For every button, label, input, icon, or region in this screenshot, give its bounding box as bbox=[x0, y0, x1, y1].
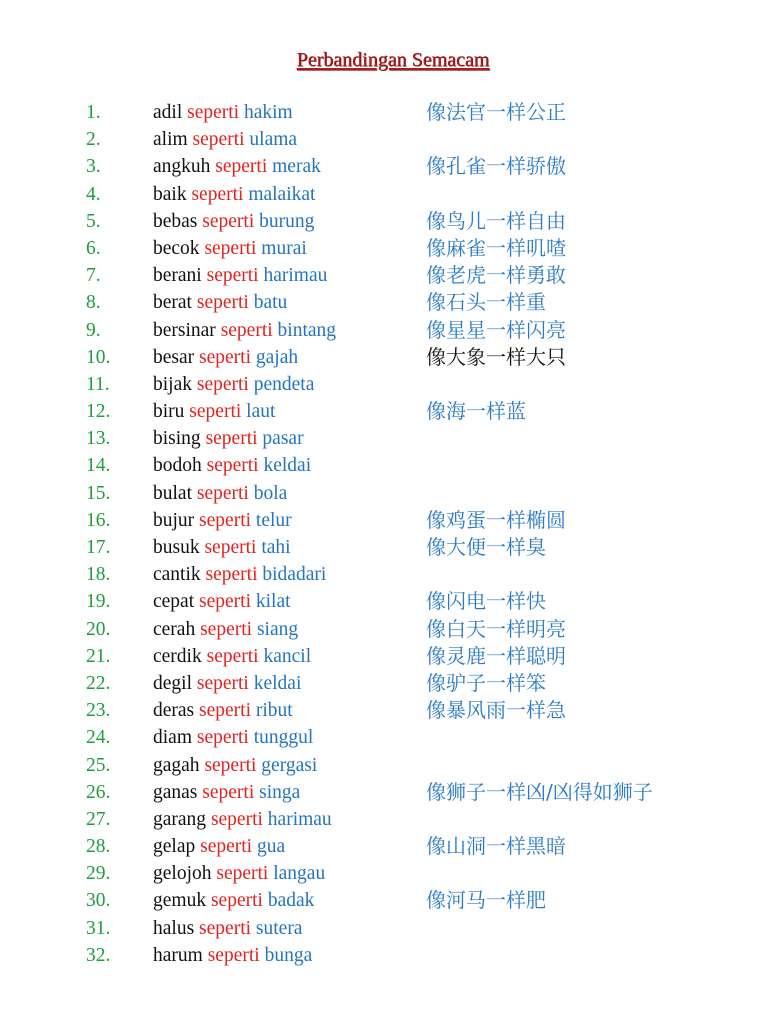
item-number: 4. bbox=[86, 183, 101, 205]
list-item bbox=[0, 371, 768, 398]
malay-phrase bbox=[153, 942, 312, 969]
noun-word: tahi bbox=[261, 537, 291, 558]
seperti-word: seperti bbox=[199, 700, 252, 722]
adjective-word: cerah bbox=[153, 618, 196, 640]
list-item bbox=[0, 887, 768, 914]
chinese-translation: 像麻雀一样叽喳 bbox=[426, 235, 566, 260]
list-item bbox=[0, 779, 768, 806]
adjective-word: degil bbox=[153, 672, 192, 694]
malay-phrase bbox=[153, 480, 287, 507]
noun-word: ribut bbox=[255, 700, 293, 722]
seperti-word: seperti bbox=[216, 863, 269, 885]
malay-phrase bbox=[153, 561, 326, 588]
adjective-word: cerdik bbox=[153, 645, 202, 667]
list-item bbox=[0, 317, 768, 344]
seperti-word: seperti bbox=[199, 917, 252, 939]
adjective-word: bising bbox=[153, 428, 201, 450]
noun-word: gergasi bbox=[261, 754, 318, 776]
item-number: 10. bbox=[86, 346, 111, 368]
noun-word: tunggul bbox=[253, 727, 314, 749]
noun-word: gua bbox=[256, 836, 286, 858]
item-number: 25. bbox=[86, 754, 111, 776]
noun-word: gajah bbox=[255, 346, 299, 368]
malay-phrase bbox=[153, 833, 285, 860]
chinese-translation: 像星星一样闪亮 bbox=[426, 317, 566, 342]
item-number: 17. bbox=[86, 537, 111, 558]
malay-phrase bbox=[153, 371, 314, 398]
seperti-word: seperti bbox=[205, 564, 258, 586]
item-number: 30. bbox=[86, 890, 111, 912]
seperti-word: seperti bbox=[202, 781, 255, 803]
chinese-translation: 像暴风雨一样急 bbox=[426, 698, 566, 723]
chinese-translation: 像闪电一样快 bbox=[426, 589, 546, 614]
item-number: 26. bbox=[86, 781, 111, 803]
malay-phrase bbox=[153, 126, 297, 153]
malay-phrase bbox=[153, 235, 307, 262]
adjective-word: halus bbox=[153, 917, 195, 939]
item-number: 21. bbox=[86, 645, 111, 667]
list-item bbox=[0, 942, 768, 969]
adjective-word: becok bbox=[153, 237, 200, 259]
malay-phrase bbox=[153, 724, 313, 751]
seperti-word: seperti bbox=[202, 210, 255, 232]
simile-list bbox=[0, 99, 768, 969]
list-item bbox=[0, 507, 768, 534]
noun-word: langau bbox=[273, 863, 326, 885]
list-item bbox=[0, 806, 768, 833]
chinese-translation: 像大便一样臭 bbox=[426, 535, 546, 559]
seperti-word: seperti bbox=[205, 428, 258, 450]
list-item bbox=[0, 670, 768, 697]
malay-phrase bbox=[153, 670, 301, 697]
list-item bbox=[0, 534, 768, 561]
list-item bbox=[0, 616, 768, 643]
list-item bbox=[0, 752, 768, 779]
noun-word: kilat bbox=[255, 591, 291, 613]
noun-word: murai bbox=[261, 237, 307, 259]
adjective-word: deras bbox=[153, 700, 195, 722]
malay-phrase bbox=[153, 588, 291, 615]
chinese-translation: 像老虎一样勇敢 bbox=[426, 263, 566, 288]
noun-word: keldai bbox=[253, 672, 302, 694]
seperti-word: seperti bbox=[215, 156, 268, 178]
malay-phrase bbox=[153, 643, 311, 670]
malay-phrase bbox=[153, 262, 327, 289]
seperti-word: seperti bbox=[196, 482, 249, 504]
malay-phrase bbox=[153, 181, 315, 208]
chinese-translation: 像海一样蓝 bbox=[426, 399, 526, 424]
adjective-word: gemuk bbox=[153, 890, 207, 912]
noun-word: kancil bbox=[263, 645, 312, 667]
adjective-word: busuk bbox=[153, 537, 200, 558]
adjective-word: adil bbox=[153, 102, 183, 123]
seperti-word: seperti bbox=[189, 401, 242, 423]
list-item bbox=[0, 344, 768, 371]
list-item bbox=[0, 425, 768, 452]
list-item bbox=[0, 643, 768, 670]
adjective-word: angkuh bbox=[153, 156, 211, 178]
item-number: 5. bbox=[86, 210, 101, 232]
malay-phrase bbox=[153, 289, 287, 316]
item-number: 23. bbox=[86, 700, 111, 722]
noun-word: badak bbox=[267, 890, 315, 912]
malay-phrase bbox=[153, 452, 311, 479]
item-number: 20. bbox=[86, 618, 111, 640]
noun-word: laut bbox=[246, 401, 276, 423]
list-item bbox=[0, 398, 768, 425]
adjective-word: harum bbox=[153, 944, 203, 966]
adjective-word: berani bbox=[153, 265, 202, 287]
noun-word: malaikat bbox=[248, 183, 316, 205]
seperti-word: seperti bbox=[206, 455, 259, 477]
chinese-translation: 像法官一样公正 bbox=[426, 100, 566, 124]
adjective-word: diam bbox=[153, 727, 192, 749]
seperti-word: seperti bbox=[200, 618, 253, 640]
chinese-translation: 像灵鹿一样聪明 bbox=[426, 643, 566, 668]
malay-phrase bbox=[153, 425, 304, 452]
noun-word: hakim bbox=[243, 102, 293, 123]
seperti-word: seperti bbox=[199, 509, 252, 531]
noun-word: siang bbox=[256, 618, 299, 640]
item-number: 19. bbox=[86, 591, 111, 613]
seperti-word: seperti bbox=[196, 292, 249, 314]
adjective-word: bodoh bbox=[153, 455, 202, 477]
adjective-word: bersinar bbox=[153, 319, 216, 341]
seperti-word: seperti bbox=[206, 265, 259, 287]
malay-phrase bbox=[153, 860, 325, 887]
list-item bbox=[0, 724, 768, 751]
seperti-word: seperti bbox=[204, 754, 257, 776]
list-item bbox=[0, 915, 768, 942]
seperti-word: seperti bbox=[204, 537, 257, 558]
chinese-translation: 像鸡蛋一样椭圆 bbox=[426, 507, 566, 532]
item-number: 28. bbox=[86, 836, 111, 858]
seperti-word: seperti bbox=[204, 237, 257, 259]
adjective-word: bulat bbox=[153, 482, 192, 504]
malay-phrase bbox=[153, 344, 298, 371]
list-item bbox=[0, 208, 768, 235]
item-number: 13. bbox=[86, 428, 111, 450]
list-item bbox=[0, 153, 768, 180]
noun-word: sutera bbox=[255, 917, 303, 939]
noun-word: harimau bbox=[263, 265, 328, 287]
item-number: 18. bbox=[86, 564, 111, 586]
item-number: 1. bbox=[86, 102, 101, 123]
noun-word: burung bbox=[259, 210, 315, 232]
item-number: 12. bbox=[86, 401, 111, 423]
item-number: 31. bbox=[86, 917, 111, 939]
chinese-translation: 像孔雀一样骄傲 bbox=[426, 154, 566, 179]
adjective-word: garang bbox=[153, 808, 207, 830]
seperti-word: seperti bbox=[191, 183, 244, 205]
item-number: 16. bbox=[86, 509, 111, 531]
seperti-word: seperti bbox=[199, 591, 251, 613]
noun-word: pendeta bbox=[253, 373, 315, 395]
list-item bbox=[0, 561, 768, 588]
item-number: 8. bbox=[86, 292, 101, 314]
malay-phrase bbox=[153, 915, 302, 942]
noun-word: bintang bbox=[277, 319, 337, 341]
item-number: 27. bbox=[86, 808, 111, 830]
list-item bbox=[0, 126, 768, 153]
list-item bbox=[0, 99, 768, 126]
seperti-word: seperti bbox=[200, 836, 253, 858]
chinese-translation: 像大象一样大只 bbox=[426, 344, 566, 369]
adjective-word: bebas bbox=[153, 210, 198, 232]
malay-phrase bbox=[153, 99, 293, 126]
adjective-word: bijak bbox=[153, 373, 192, 395]
list-item bbox=[0, 480, 768, 507]
noun-word: bola bbox=[253, 482, 288, 504]
malay-phrase bbox=[153, 534, 291, 561]
adjective-word: gelap bbox=[153, 836, 196, 858]
list-item bbox=[0, 235, 768, 262]
adjective-word: baik bbox=[153, 183, 187, 205]
item-number: 6. bbox=[86, 237, 101, 259]
seperti-word: seperti bbox=[196, 727, 249, 749]
seperti-word: seperti bbox=[196, 672, 249, 694]
item-number: 15. bbox=[86, 482, 111, 504]
chinese-translation: 像狮子一样凶/凶得如狮子 bbox=[426, 779, 653, 804]
seperti-word: seperti bbox=[196, 373, 249, 395]
chinese-translation: 像鸟儿一样自由 bbox=[426, 208, 566, 233]
adjective-word: alim bbox=[153, 129, 188, 151]
item-number: 14. bbox=[86, 455, 111, 477]
malay-phrase bbox=[153, 153, 321, 180]
seperti-word: seperti bbox=[192, 129, 245, 151]
item-number: 22. bbox=[86, 672, 111, 694]
adjective-word: ganas bbox=[153, 781, 198, 803]
malay-phrase bbox=[153, 317, 336, 344]
adjective-word: bujur bbox=[153, 509, 195, 531]
malay-phrase bbox=[153, 779, 300, 806]
list-item bbox=[0, 697, 768, 724]
malay-phrase bbox=[153, 208, 314, 235]
malay-phrase bbox=[153, 752, 317, 779]
seperti-word: seperti bbox=[187, 102, 240, 123]
noun-word: batu bbox=[253, 292, 288, 314]
chinese-translation: 像河马一样肥 bbox=[426, 888, 546, 913]
seperti-word: seperti bbox=[199, 346, 252, 368]
noun-word: pasar bbox=[262, 428, 304, 450]
list-item bbox=[0, 262, 768, 289]
list-item bbox=[0, 289, 768, 316]
seperti-word: seperti bbox=[207, 944, 260, 966]
noun-word: bunga bbox=[264, 944, 313, 966]
adjective-word: cantik bbox=[153, 564, 201, 586]
adjective-word: gelojoh bbox=[153, 863, 212, 885]
noun-word: merak bbox=[272, 156, 321, 178]
malay-phrase bbox=[153, 887, 314, 914]
noun-word: singa bbox=[259, 781, 301, 803]
item-number: 2. bbox=[86, 129, 101, 151]
noun-word: bidadari bbox=[262, 564, 327, 586]
item-number: 3. bbox=[86, 156, 101, 178]
adjective-word: cepat bbox=[153, 591, 195, 613]
noun-word: telur bbox=[255, 509, 292, 531]
item-number: 24. bbox=[86, 727, 111, 749]
page-title: Perbandingan Semacam bbox=[296, 49, 490, 71]
item-number: 11. bbox=[86, 373, 110, 395]
chinese-translation: 像驴子一样笨 bbox=[426, 670, 546, 695]
chinese-translation: 像白天一样明亮 bbox=[426, 616, 566, 641]
adjective-word: besar bbox=[153, 346, 195, 368]
adjective-word: biru bbox=[153, 401, 185, 423]
chinese-translation: 像石头一样重 bbox=[426, 290, 546, 315]
malay-phrase bbox=[153, 398, 275, 425]
seperti-word: seperti bbox=[210, 890, 263, 912]
list-item bbox=[0, 833, 768, 860]
list-item bbox=[0, 452, 768, 479]
list-item bbox=[0, 181, 768, 208]
noun-word: keldai bbox=[263, 455, 312, 477]
malay-phrase bbox=[153, 616, 298, 643]
malay-phrase bbox=[153, 697, 293, 724]
adjective-word: berat bbox=[153, 292, 192, 314]
item-number: 29. bbox=[86, 863, 111, 885]
item-number: 7. bbox=[86, 265, 101, 287]
list-item bbox=[0, 588, 768, 615]
list-item bbox=[0, 860, 768, 887]
seperti-word: seperti bbox=[206, 645, 259, 667]
noun-word: harimau bbox=[267, 808, 332, 830]
noun-word: ulama bbox=[249, 129, 298, 151]
seperti-word: seperti bbox=[220, 319, 273, 341]
seperti-word: seperti bbox=[210, 808, 263, 830]
malay-phrase bbox=[153, 507, 292, 534]
item-number: 32. bbox=[86, 944, 111, 966]
item-number: 9. bbox=[86, 319, 101, 341]
chinese-translation: 像山洞一样黑暗 bbox=[426, 834, 566, 859]
adjective-word: gagah bbox=[153, 754, 200, 776]
malay-phrase bbox=[153, 806, 332, 833]
